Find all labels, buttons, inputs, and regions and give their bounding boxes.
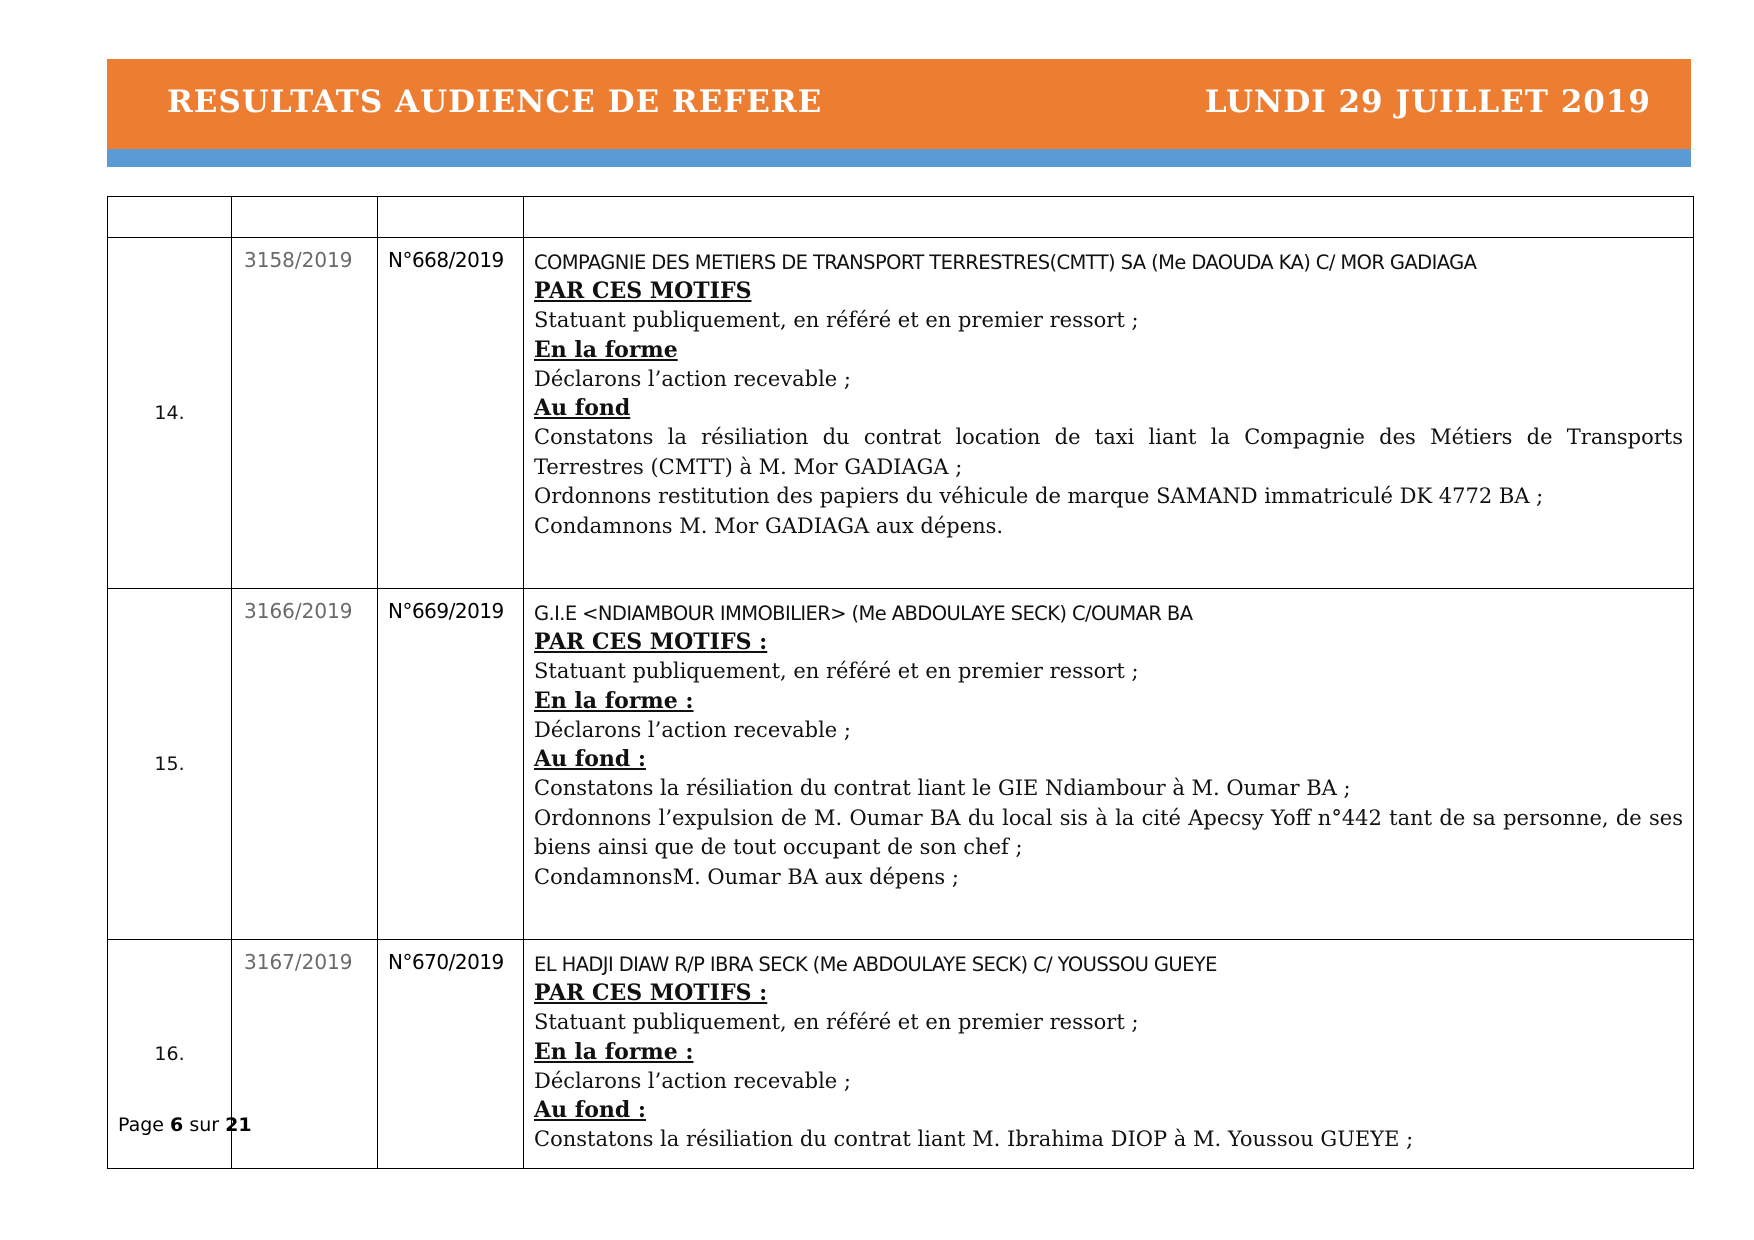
- page-total: 21: [225, 1114, 252, 1136]
- fond-heading: Au fond: [534, 395, 631, 421]
- fond-line: CondamnonsM. Oumar BA aux dépens ;: [534, 864, 959, 889]
- forme-text: Déclarons l’action recevable ;: [534, 1068, 851, 1093]
- row-number: 14.: [108, 238, 232, 589]
- forme-text: Déclarons l’action recevable ;: [534, 717, 851, 742]
- fond-line: Condamnons M. Mor GADIAGA aux dépens.: [534, 513, 1004, 538]
- table-row: [108, 589, 1694, 940]
- row-number: 16.: [108, 940, 232, 1169]
- of-word: sur: [189, 1114, 220, 1136]
- case-parties: G.I.E <NDIAMBOUR IMMOBILIER> (Me ABDOULAYE SECK) C/OUMAR BA: [534, 602, 1193, 625]
- forme-heading: En la forme: [534, 336, 678, 363]
- motifs-heading: PAR CES MOTIFS :: [534, 980, 768, 1006]
- fond-line: Constatons la résiliation du contrat location de taxi liant la Compagnie des Métiers de Transports Terrestres (CMTT) à M. Mor GADIAGA ;: [534, 425, 1683, 479]
- fond-line: Ordonnons l’expulsion de M. Oumar BA du local sis à la cité Apecsy Yoff n°442 tant de sa personne, de ses biens ainsi que de tout occupant de son chef ;: [534, 805, 1683, 859]
- results-table: [107, 196, 1694, 1169]
- statuant-text: Statuant publiquement, en référé et en premier ressort ;: [534, 1010, 1139, 1034]
- page-word: Page: [118, 1114, 164, 1136]
- page-footer: [118, 1114, 252, 1136]
- row-number: 15.: [108, 589, 232, 940]
- fond-line: Ordonnons restitution des papiers du véhicule de marque SAMAND immatriculé DK 4772 BA ;: [534, 484, 1544, 508]
- header-cell: [232, 197, 378, 238]
- motifs-heading: PAR CES MOTIFS :: [534, 629, 768, 655]
- header-cell: [524, 197, 1694, 238]
- fond-line: Constatons la résiliation du contrat liant le GIE Ndiambour à M. Oumar BA ;: [534, 776, 1351, 800]
- hearing-date: LUNDI 29 JUILLET 2019: [1204, 84, 1651, 120]
- fond-heading: Au fond :: [534, 1097, 647, 1123]
- table-row: [108, 238, 1694, 589]
- rg-number: 3158/2019: [232, 238, 378, 589]
- fond-line: Constatons la résiliation du contrat liant M. Ibrahima DIOP à M. Youssou GUEYE ;: [534, 1127, 1414, 1151]
- rg-number: 3166/2019: [232, 589, 378, 940]
- table-row: [108, 940, 1694, 1169]
- forme-text: Déclarons l’action recevable ;: [534, 366, 851, 391]
- ordonnance-number: N°669/2019: [378, 589, 524, 940]
- ordonnance-number: N°668/2019: [378, 238, 524, 589]
- decision-cell: [524, 589, 1694, 940]
- page-current: 6: [170, 1114, 184, 1136]
- decision-cell: [524, 940, 1694, 1169]
- table-header-row: [108, 197, 1694, 238]
- ordonnance-number: N°670/2019: [378, 940, 524, 1169]
- header-stripe: [107, 149, 1691, 167]
- decision-cell: [524, 238, 1694, 589]
- statuant-text: Statuant publiquement, en référé et en premier ressort ;: [534, 308, 1139, 332]
- motifs-heading: PAR CES MOTIFS: [534, 278, 752, 304]
- header-cell: [378, 197, 524, 238]
- statuant-text: Statuant publiquement, en référé et en premier ressort ;: [534, 659, 1139, 683]
- case-parties: COMPAGNIE DES METIERS DE TRANSPORT TERRESTRES(CMTT) SA (Me DAOUDA KA) C/ MOR GADIAGA: [534, 251, 1477, 274]
- rg-number: 3167/2019: [232, 940, 378, 1169]
- header-cell: [108, 197, 232, 238]
- forme-heading: En la forme :: [534, 1038, 694, 1065]
- document-title: RESULTATS AUDIENCE DE REFERE: [167, 84, 823, 120]
- case-parties: EL HADJI DIAW R/P IBRA SECK (Me ABDOULAYE SECK) C/ YOUSSOU GUEYE: [534, 953, 1217, 976]
- forme-heading: En la forme :: [534, 687, 694, 714]
- fond-heading: Au fond :: [534, 746, 647, 772]
